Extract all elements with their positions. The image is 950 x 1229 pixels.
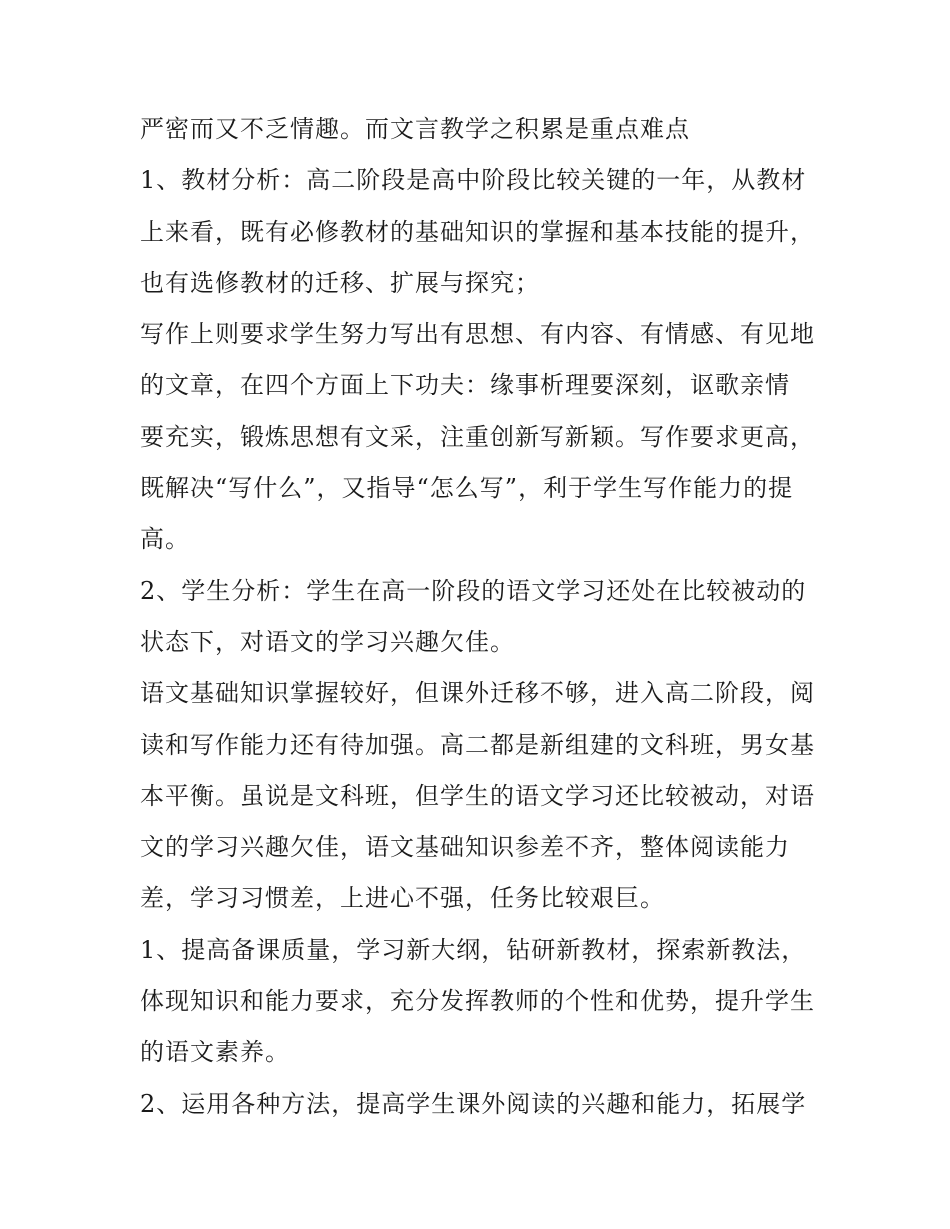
text-line: 文的学习兴趣欠佳，语文基础知识参差不齐，整体阅读能力 <box>140 833 790 862</box>
text-line: 读和写作能力还有待加强。高二都是新组建的文科班，男女基 <box>140 730 815 759</box>
text-line: 2、学生分析：学生在高一阶段的语文学习还处在比较被动的 <box>140 576 807 605</box>
text-line: 的语文素养。 <box>140 1038 290 1067</box>
text-line: 也有选修教材的迁移、扩展与探究； <box>140 268 540 297</box>
text-line: 上来看，既有必修教材的基础知识的掌握和基本技能的提升， <box>140 217 815 246</box>
text-line: 语文基础知识掌握较好，但课外迁移不够，进入高二阶段，阅 <box>140 679 815 708</box>
text-line: 本平衡。虽说是文科班，但学生的语文学习还比较被动，对语 <box>140 781 815 810</box>
text-line: 体现知识和能力要求，充分发挥教师的个性和优势，提升学生 <box>140 987 815 1016</box>
text-line: 要充实，锻炼思想有文采，注重创新写新颖。写作要求更高， <box>140 422 815 451</box>
text-line: 2、运用各种方法，提高学生课外阅读的兴趣和能力，拓展学 <box>140 1089 807 1118</box>
text-line: 既解决“写什么”，又指导“怎么写”，利于学生写作能力的提 <box>140 474 794 503</box>
text-line: 1、教材分析：高二阶段是高中阶段比较关键的一年，从教材 <box>140 166 807 195</box>
text-line: 的文章，在四个方面上下功夫：缘事析理要深刻，讴歌亲情 <box>140 371 790 400</box>
text-line: 差，学习习惯差，上进心不强，任务比较艰巨。 <box>140 884 665 913</box>
text-line: 高。 <box>140 525 190 554</box>
text-line: 1、提高备课质量，学习新大纲，钻研新教材，探索新教法， <box>140 935 807 964</box>
text-line: 写作上则要求学生努力写出有思想、有内容、有情感、有见地 <box>140 320 815 349</box>
document-body <box>140 104 820 1130</box>
text-line: 严密而又不乏情趣。而文言教学之积累是重点难点 <box>140 115 690 143</box>
text-line: 状态下，对语文的学习兴趣欠佳。 <box>140 627 515 656</box>
